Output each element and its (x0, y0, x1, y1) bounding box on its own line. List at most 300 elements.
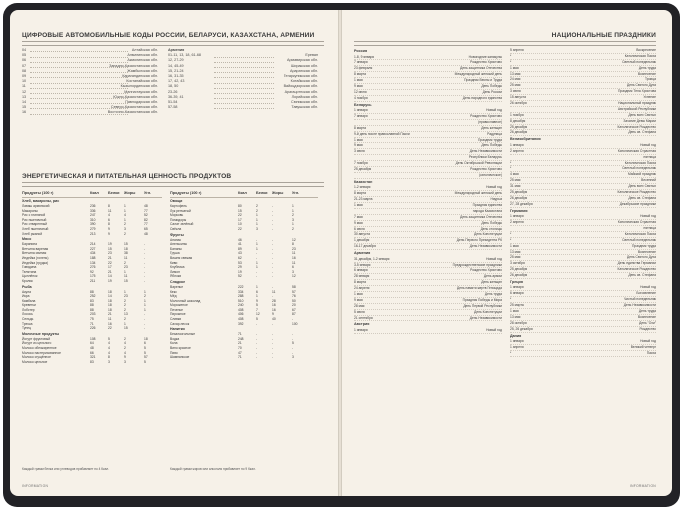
plate-region: Армавирская обл. (287, 58, 318, 63)
nutrient-value: - (144, 255, 146, 260)
holiday-name: Австрийской Республики (617, 106, 656, 111)
holiday-date: 1 мая (354, 202, 363, 207)
nutrient-value: 321 (90, 355, 96, 360)
country-heading: Казахстан (354, 179, 373, 184)
nutrient-value: 87 (292, 312, 296, 317)
product-name: Мороженое (170, 303, 188, 308)
nutrient-value: 175 (90, 274, 96, 279)
nutrient-value: 82 (144, 217, 148, 222)
nutrient-value: 1 (144, 298, 146, 303)
holiday-name: Новый год (640, 339, 656, 344)
nutrient-value: 310 (90, 217, 96, 222)
nutrient-value: - (256, 346, 258, 351)
nutrient-value: - (272, 350, 274, 355)
nutrient-value: 41 (238, 242, 242, 247)
product-name: Безалкогольные (170, 332, 196, 337)
country-heading: Греция (510, 279, 523, 284)
energy-header-cell: Ккал (90, 191, 99, 195)
holiday-name: Республики Беларусь (468, 155, 502, 160)
holiday-date: 13 мая (510, 314, 521, 319)
holiday-date: 1-2 января (354, 185, 371, 190)
nutrient-value: - (256, 336, 258, 341)
holiday-name: День Конституции (474, 309, 502, 314)
nutrient-value: 1 (292, 222, 294, 227)
nutrient-value: 11 (272, 289, 276, 294)
holiday-date: 9 мая (354, 143, 363, 148)
energy-group-heading: Напитки (170, 327, 185, 332)
energy-header-cell: Угл. (292, 191, 300, 195)
nutrient-value: - (272, 255, 274, 260)
product-name: Ветчина вареная (22, 246, 49, 251)
nutrient-value: 12 (292, 274, 296, 279)
nutrient-value: 18 (144, 336, 148, 341)
nutrient-value: 1 (256, 242, 258, 247)
nutrient-value: 1 (256, 294, 258, 299)
holiday-name: Светлый понедельник (622, 237, 656, 242)
holiday-date: 15 августа (510, 95, 526, 100)
nutrient-value: 88 (90, 307, 94, 312)
nutrient-value: 6 (292, 265, 294, 270)
product-name: Киви (170, 260, 178, 265)
holiday-date: 28 мая (354, 303, 365, 308)
nutrient-value: - (144, 326, 146, 331)
nutrient-value: 1 (256, 284, 258, 289)
holiday-date: 1 апреля (510, 344, 524, 349)
nutrient-value: 434 (90, 251, 96, 256)
nutrient-value: 23 (108, 251, 112, 256)
nutrient-value: 15 (124, 326, 128, 331)
nutrient-value: 2 (124, 307, 126, 312)
holiday-name: День Независимости (469, 244, 502, 249)
nutrient-value: 52 (238, 274, 242, 279)
product-name: Ветчина свиная (22, 251, 47, 256)
country-heading: Австрия (354, 322, 370, 327)
nutrient-value: 21 (108, 255, 112, 260)
holiday-name: День св. Стефана (628, 195, 656, 200)
holiday-name: Международный женский день (454, 72, 502, 77)
holiday-name: Рождество Христово (470, 167, 502, 172)
holiday-name: Богоявление (636, 291, 656, 296)
nutrient-value: - (144, 278, 146, 283)
plate-region: Восточно-Казахстанская обл. (107, 110, 158, 115)
nutrient-value: 83 (90, 298, 94, 303)
nutrient-value: 5 (292, 341, 294, 346)
nutrient-value: 100 (292, 321, 298, 326)
nutrient-value: 1 (124, 204, 126, 208)
plate-region: Мангистауская обл. (124, 89, 158, 94)
product-name: Лосось (22, 312, 33, 317)
product-name: Камбала (22, 298, 36, 303)
nutrient-value: 77 (144, 208, 148, 213)
plate-region: Алматинская обл. (127, 53, 158, 58)
nutrient-value: - (292, 346, 294, 351)
product-name: Хлеб ржаной (22, 231, 43, 236)
holiday-date: 7 января (354, 114, 368, 119)
nutrient-value: 8 (108, 355, 110, 360)
product-name: Индейка (голень) (22, 255, 49, 260)
energy-group-heading: Овощи (170, 199, 183, 203)
nutrient-value: 18 (108, 298, 112, 303)
plate-region: Сюникская обл. (291, 99, 318, 104)
nutrient-value: 4 (108, 346, 110, 351)
nutrient-value: 2 (124, 303, 126, 308)
nutrient-value: - (272, 217, 274, 222)
holiday-name: Вознесение (637, 314, 656, 319)
holiday-date: 6 января (354, 268, 368, 273)
holiday-date: 16-17 декабря (354, 244, 376, 249)
product-name: Молоко цельное (22, 359, 48, 364)
holiday-date: 6 июля (354, 226, 365, 231)
nutrient-value: 3 (292, 355, 294, 360)
footer-label: INFORMATION (22, 484, 49, 488)
plate-code: 57-58 (168, 105, 178, 110)
product-name: Помидоры (170, 217, 187, 222)
nutrient-value: - (272, 237, 274, 242)
nutrient-value: 4 (108, 350, 110, 355)
holiday-date: 25 мая (510, 178, 521, 183)
nutrient-value: 15 (108, 246, 112, 251)
nutrient-value: 408 (238, 307, 244, 312)
holiday-date: 27, 28 декабря (510, 201, 533, 206)
plate-region: Вайоцдзорская обл. (283, 84, 318, 89)
nutrient-value: 7 (256, 307, 258, 312)
energy-group-heading: Мясо (22, 237, 32, 242)
nutrient-value: 16 (108, 321, 112, 326)
product-name: Ананас (170, 237, 182, 242)
nutrient-value: 71 (238, 355, 242, 360)
plate-code: 11 (22, 84, 26, 89)
nutrient-value: 88 (90, 289, 94, 294)
nutrient-value: 22 (108, 260, 112, 265)
holiday-name: Новый год (486, 108, 502, 113)
holiday-date: 25 декабря (510, 124, 528, 129)
holiday-name: День единства Германии (617, 261, 656, 266)
nutrient-value: - (272, 355, 274, 360)
nutrient-value: 75 (90, 317, 94, 322)
product-name: Сливки (170, 317, 182, 322)
holiday-date: 5 апреля (510, 48, 524, 52)
plate-region: Лорийская обл. (291, 94, 318, 99)
nutrient-value: 276 (90, 265, 96, 270)
nutrient-value: 16 (292, 255, 296, 260)
nutrient-value: - (292, 332, 294, 337)
product-name: Йогурт из цельного (22, 341, 52, 346)
product-name: Тунец (22, 326, 32, 331)
holiday-date: 1 января (354, 108, 368, 113)
nutrient-value: - (144, 274, 146, 279)
nutrient-value: - (256, 355, 258, 360)
product-name: Креветки (22, 303, 36, 308)
holiday-name: Новый год (640, 285, 656, 290)
plate-code: 05 (22, 53, 27, 58)
holiday-name: Католическая Пасха (624, 160, 656, 165)
nutrient-value: - (272, 208, 274, 213)
holiday-name: День Первой Республики (463, 303, 502, 308)
holiday-date: 3 июня (510, 89, 521, 94)
nutrient-value: 15 (124, 242, 128, 247)
holiday-date: * (510, 160, 512, 165)
holiday-date: 7 мая (354, 214, 363, 219)
title-rule (354, 41, 656, 46)
holiday-name: Новый год (486, 256, 502, 261)
plate-region: Павлодарская обл. (125, 99, 158, 104)
product-name: Рис отваренный (22, 222, 47, 227)
nutrient-value: 248 (238, 336, 244, 341)
plate-region: Северо-Казахстанская обл. (110, 105, 158, 110)
product-name: Печенье (170, 307, 184, 312)
nutrient-value: 5 (256, 303, 258, 308)
energy-header-cell: Жиры (272, 191, 284, 195)
nutrient-value: 6 (108, 217, 110, 222)
nutrient-value: 2 (124, 222, 126, 227)
nutrient-value: 11 (292, 251, 296, 256)
product-name: Кекс (170, 289, 177, 294)
holiday-row (510, 351, 656, 357)
nutrient-value: 19 (108, 242, 112, 247)
product-name: Молоко обезжиренное (22, 346, 57, 351)
energy-header-cell: Белки (108, 191, 120, 195)
plates-title: ЦИФРОВЫЕ АВТОМОБИЛЬНЫЕ КОДЫ РОССИИ, БЕЛАРУСИ, КАЗАХСТАНА, АРМЕНИИ (22, 32, 315, 39)
nutrient-value: 3 (256, 226, 258, 231)
holiday-name: День столицы (480, 226, 502, 231)
holiday-name: Праздник Победы и Мира (462, 297, 502, 302)
holiday-name: Католическая Пасха (624, 231, 656, 236)
holiday-name: Праздник Тела Христова (618, 89, 656, 94)
product-name: Индейка (грудка) (22, 260, 49, 265)
holiday-date: 1 мая (354, 78, 363, 83)
plate-region: Западно-Казахстанская обл. (109, 63, 158, 68)
nutrient-value: 48 (144, 231, 148, 236)
nutrient-value: - (272, 265, 274, 270)
holiday-date: 13 мая (510, 249, 521, 254)
product-name: Лаваш армянский (22, 204, 50, 208)
footer-label: INFORMATION (629, 484, 656, 488)
holiday-date: 8 марта (354, 191, 366, 196)
holiday-name: Праздник труда (632, 243, 656, 248)
nutrient-value: 71 (238, 332, 242, 337)
plate-code: 18, 50 (168, 84, 179, 89)
nutrient-value: 22 (108, 326, 112, 331)
holidays-title: НАЦИОНАЛЬНЫЕ ПРАЗДНИКИ (551, 32, 656, 39)
nutrient-value: - (272, 222, 274, 227)
dotted-leader (214, 108, 274, 109)
nutrient-value: 108 (90, 336, 96, 341)
product-name: Акула (22, 289, 32, 294)
product-name: Водка (170, 336, 180, 341)
nutrient-value: 19 (108, 278, 112, 283)
nutrient-value: 3 (124, 226, 126, 231)
nutrient-value: - (256, 274, 258, 279)
holiday-date: 4 ноября (354, 95, 368, 100)
plate-region: Костанайская обл. (126, 79, 158, 84)
product-name: Молочный шоколад (170, 298, 201, 303)
nutrient-value: 2 (292, 213, 294, 218)
product-name: Сельдь (22, 317, 34, 322)
holiday-date: 25 декабря (354, 167, 372, 172)
nutrient-value: 65 (144, 226, 148, 231)
nutrient-value: - (144, 265, 146, 270)
holiday-name: День труда (638, 309, 656, 314)
nutrient-value: - (144, 312, 146, 317)
holiday-name: День всех Святых (628, 184, 656, 189)
holiday-name: Новый год (640, 214, 656, 219)
holiday-date: 9 мая (354, 83, 363, 88)
holiday-name: День труда (638, 65, 656, 70)
nutrient-value: 14 (108, 294, 112, 299)
holiday-date: * (510, 231, 512, 236)
product-name: Свёкла (170, 226, 182, 231)
product-name: Кола (170, 341, 178, 346)
nutrient-value: 2 (124, 260, 126, 265)
nutrient-value: - (292, 336, 294, 341)
nutrient-value: 58 (292, 284, 296, 289)
product-name: Лобстер (22, 307, 35, 312)
plate-region: Котайкская обл. (290, 79, 318, 84)
nutrient-value: 21 (238, 341, 242, 346)
holiday-name: Великий четверг (630, 344, 656, 349)
holiday-date: 13 мая (510, 71, 521, 76)
product-name: Рис с глиняной (22, 213, 46, 218)
holiday-name: Воскресение (636, 48, 656, 52)
right-page (342, 10, 672, 496)
nutrient-value: 1 (144, 289, 146, 294)
country-heading: Россия (354, 49, 368, 53)
nutrient-value: 1 (256, 246, 258, 251)
nutrient-value: 2 (144, 294, 146, 299)
product-name: Сахар-песок (170, 321, 190, 326)
nutrient-value: 89 (238, 246, 242, 251)
nutrient-value: - (272, 242, 274, 247)
nutrient-value: 188 (90, 255, 96, 260)
product-name: Пиво (170, 350, 178, 355)
nutrient-value: 1 (124, 289, 126, 294)
holiday-name: День Независимости (623, 303, 656, 308)
holiday-name: День Независимости (469, 315, 502, 320)
nutrient-value: 1 (256, 260, 258, 265)
holiday-name: День Октябрьской Революции (455, 161, 502, 166)
nutrient-value: - (256, 321, 258, 326)
nutrient-value: 2 (124, 298, 126, 303)
nutrient-value: 17 (238, 217, 242, 222)
nutrient-value: 1 (124, 208, 126, 213)
country-heading: Германия (510, 208, 528, 213)
nutrient-value: 252 (90, 294, 96, 299)
nutrient-value: 2 (124, 346, 126, 351)
holiday-date: 26 декабря (510, 130, 528, 135)
holiday-date: * (510, 53, 512, 58)
nutrient-value: 40 (272, 317, 276, 322)
nutrient-value: 28 (272, 298, 276, 303)
nutrient-value: 227 (90, 246, 96, 251)
nutrient-value: 8 (108, 204, 110, 208)
holiday-date: 9 мая (354, 220, 363, 225)
nutrient-value: 11 (124, 255, 128, 260)
holiday-date: 21-23 марта (354, 197, 373, 202)
holiday-name: Рождество (639, 326, 656, 331)
holiday-name: День народного единства (462, 95, 502, 100)
nutrient-value: 510 (238, 298, 244, 303)
nutrient-value: 67 (292, 307, 296, 312)
nutrient-value: - (144, 242, 146, 247)
plates-list-armenia (168, 48, 318, 110)
energy-row (22, 360, 162, 365)
plate-region: Алтайская обл. (131, 48, 158, 52)
nutrient-value: 10 (238, 222, 242, 227)
product-name: Морковь (170, 213, 184, 218)
nutrient-value: 134 (90, 260, 96, 265)
holiday-name: День Конституции (474, 232, 502, 237)
holiday-name: пятница (643, 154, 656, 159)
plate-code: 08 (22, 68, 27, 73)
nutrient-value: 16 (272, 307, 276, 312)
holiday-name: пятница (643, 225, 656, 230)
holiday-date: 26 октября (510, 101, 527, 106)
holiday-name: Новый год (486, 185, 502, 190)
nutrient-value: 22 (238, 213, 242, 218)
nutrient-value: 9 (124, 355, 126, 360)
nutrient-value: 77 (144, 222, 148, 227)
nutrient-value: - (272, 284, 274, 289)
energy-group-heading: Рыба (22, 284, 32, 289)
nutrient-value: - (256, 237, 258, 242)
nutrient-value: 226 (90, 326, 96, 331)
holiday-name: (православное) (478, 119, 502, 124)
plate-code: 12 (22, 89, 27, 94)
holiday-name: Чистый понедельник (624, 297, 656, 302)
nutrient-value: 1 (292, 208, 294, 213)
nutrient-value: 6 (144, 341, 146, 346)
nutrient-value: - (144, 246, 146, 251)
nutrient-value: - (144, 317, 146, 322)
nutrient-value: 53 (238, 260, 242, 265)
product-name: Лук репчатый (170, 208, 191, 213)
nutrient-value: 2 (124, 336, 126, 341)
title-rule (22, 182, 324, 187)
plate-code: 04 (22, 48, 27, 52)
nutrient-value: 57 (292, 289, 296, 294)
holiday-name: Праздник Весны и Труда (464, 78, 502, 83)
holiday-date: * (510, 59, 512, 64)
nutrient-value: 48 (90, 346, 94, 351)
holiday-name: День Святого Духа (627, 255, 656, 260)
nutrient-value: - (272, 294, 274, 299)
holiday-name: Праздник труда (478, 137, 502, 142)
plate-code: 17, 42, 43 (168, 79, 185, 84)
holiday-date: 2 апреля (510, 148, 524, 153)
nutrient-value: 70 (238, 346, 242, 351)
note-protein-carbs: Каждый грамм белка или углеводов прибавляет по 4 Ккал. (22, 467, 110, 471)
nutrient-value: - (256, 255, 258, 260)
product-name: Икра (22, 294, 30, 299)
nutrient-value: 247 (90, 213, 96, 218)
holiday-date: * (510, 166, 512, 171)
holiday-date: 1 мая (510, 65, 519, 70)
nutrient-value: 5 (144, 359, 146, 364)
holiday-name: Вознесение (637, 71, 656, 76)
holiday-name: День защитника Отечества (460, 66, 502, 71)
holiday-name: Майский праздник (627, 172, 656, 177)
plate-code: 01-11, 13, 18, 61-68 (168, 53, 201, 58)
product-name: Молоко сгущённое (22, 355, 51, 360)
holiday-row (354, 328, 502, 334)
nutrient-value: 38 (124, 251, 128, 256)
holiday-name: День "Охи" (639, 320, 656, 325)
holiday-name: Успение (643, 95, 656, 100)
nutrient-value: 18 (124, 246, 128, 251)
energy-header-cell: Продукты (100 г) (170, 191, 202, 195)
holiday-date: 1 января (354, 327, 368, 332)
product-name: Груша (170, 251, 180, 256)
